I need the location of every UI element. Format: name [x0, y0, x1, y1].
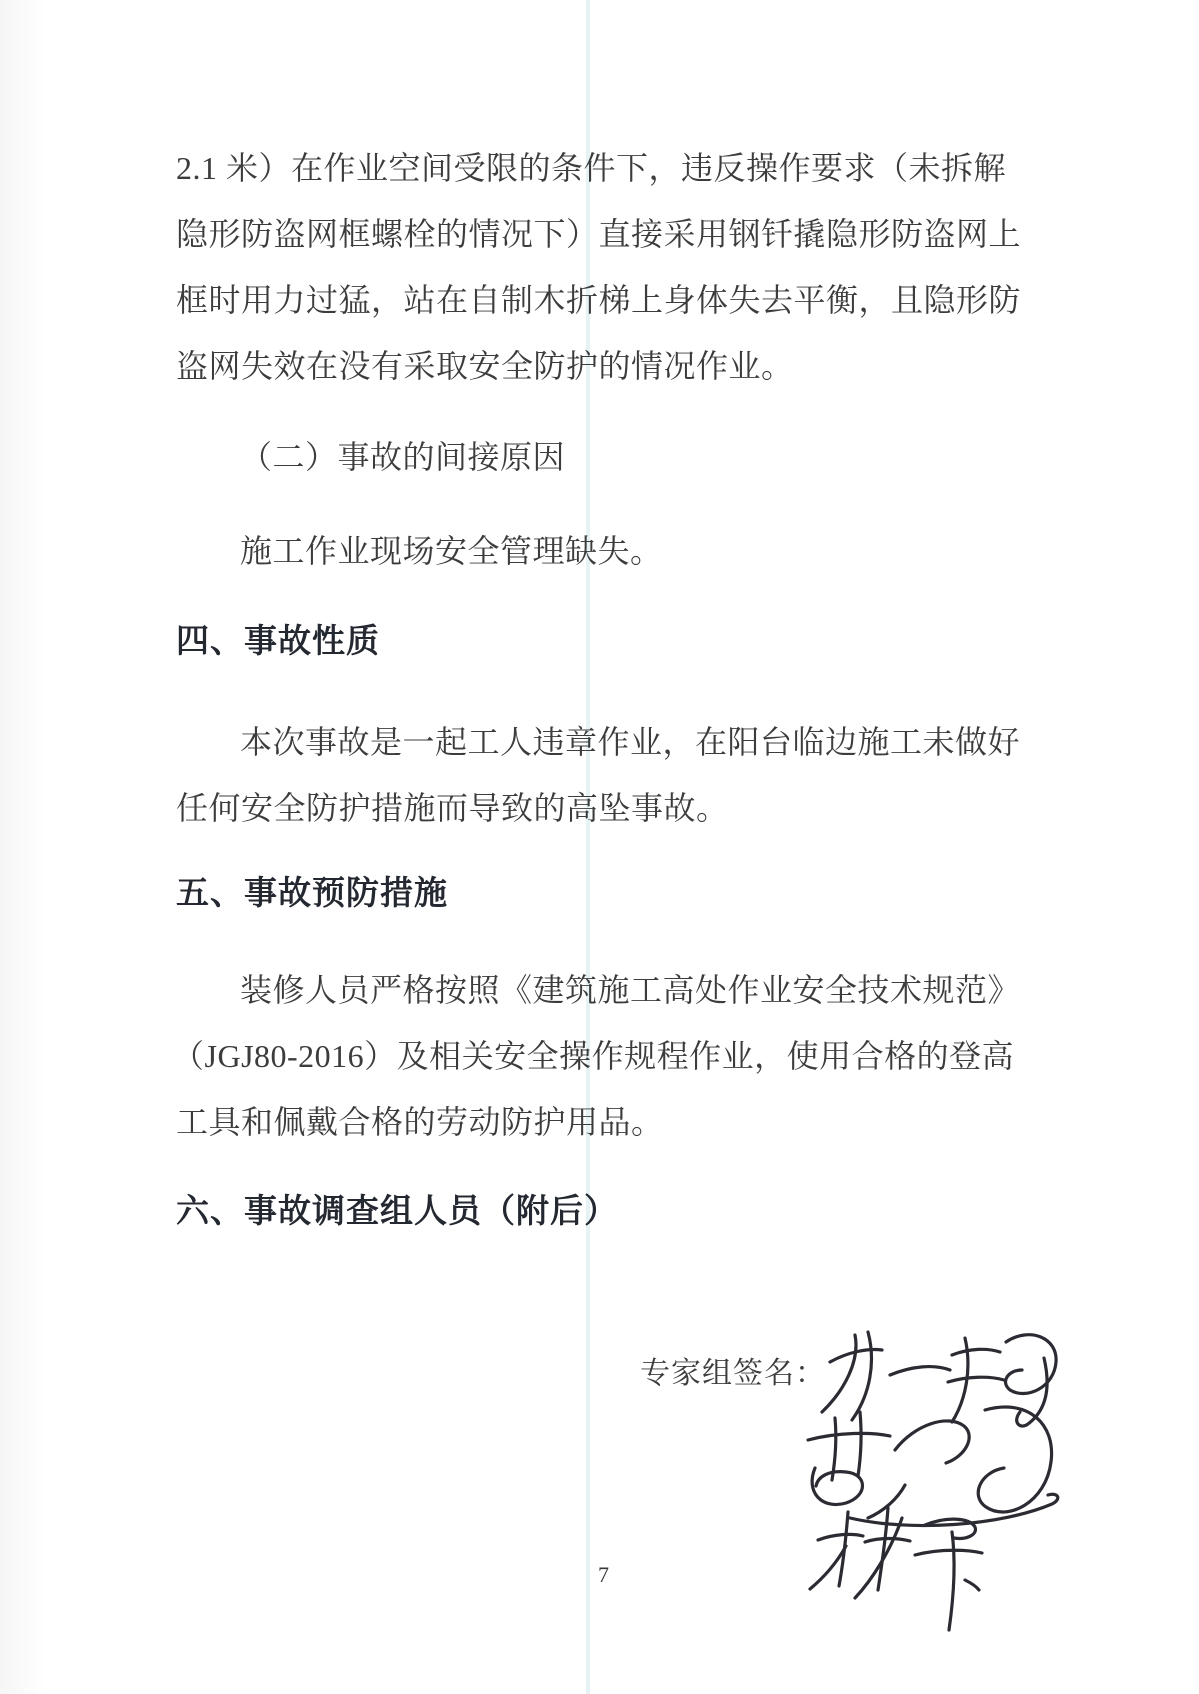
body-text-line: 工具和佩戴合格的劳动防护用品。: [176, 1104, 664, 1140]
body-text-line: 装修人员严格按照《建筑施工高处作业安全技术规范》: [240, 972, 1021, 1008]
body-text-line: 隐形防盗网框螺栓的情况下）直接采用钢钎撬隐形防盗网上: [176, 216, 1022, 252]
section-heading-5: 五、事故预防措施: [176, 874, 448, 911]
handwritten-signatures: [760, 1300, 1100, 1660]
body-text-line: 2.1 米）在作业空间受限的条件下，违反操作要求（未拆解: [176, 150, 1007, 186]
signature-1: [822, 1332, 1056, 1426]
scan-fold-line: [586, 0, 590, 1694]
page-number: 7: [598, 1562, 609, 1587]
body-text-line: 框时用力过猛，站在自制木折梯上身体失去平衡，且隐形防: [176, 282, 1022, 318]
body-text-line: 施工作业现场安全管理缺失。: [240, 533, 663, 569]
section-heading-6: 六、事故调查组人员（附后）: [176, 1192, 618, 1229]
body-text-line: 本次事故是一起工人违章作业，在阳台临边施工未做好: [240, 724, 1021, 760]
body-text-line: 任何安全防护措施而导致的高坠事故。: [176, 790, 729, 826]
section-heading-4: 四、事故性质: [176, 622, 380, 659]
expert-group-signature-label: 专家组签名：: [640, 1357, 826, 1390]
subheading-indirect-cause: （二）事故的间接原因: [240, 439, 566, 475]
body-text-line: （JGJ80-2016）及相关安全操作规程作业，使用合格的登高: [172, 1038, 1015, 1074]
body-text-line: 盗网失效在没有采取安全防护的情况作业。: [176, 348, 794, 384]
scan-edge-shading: [0, 0, 60, 1694]
